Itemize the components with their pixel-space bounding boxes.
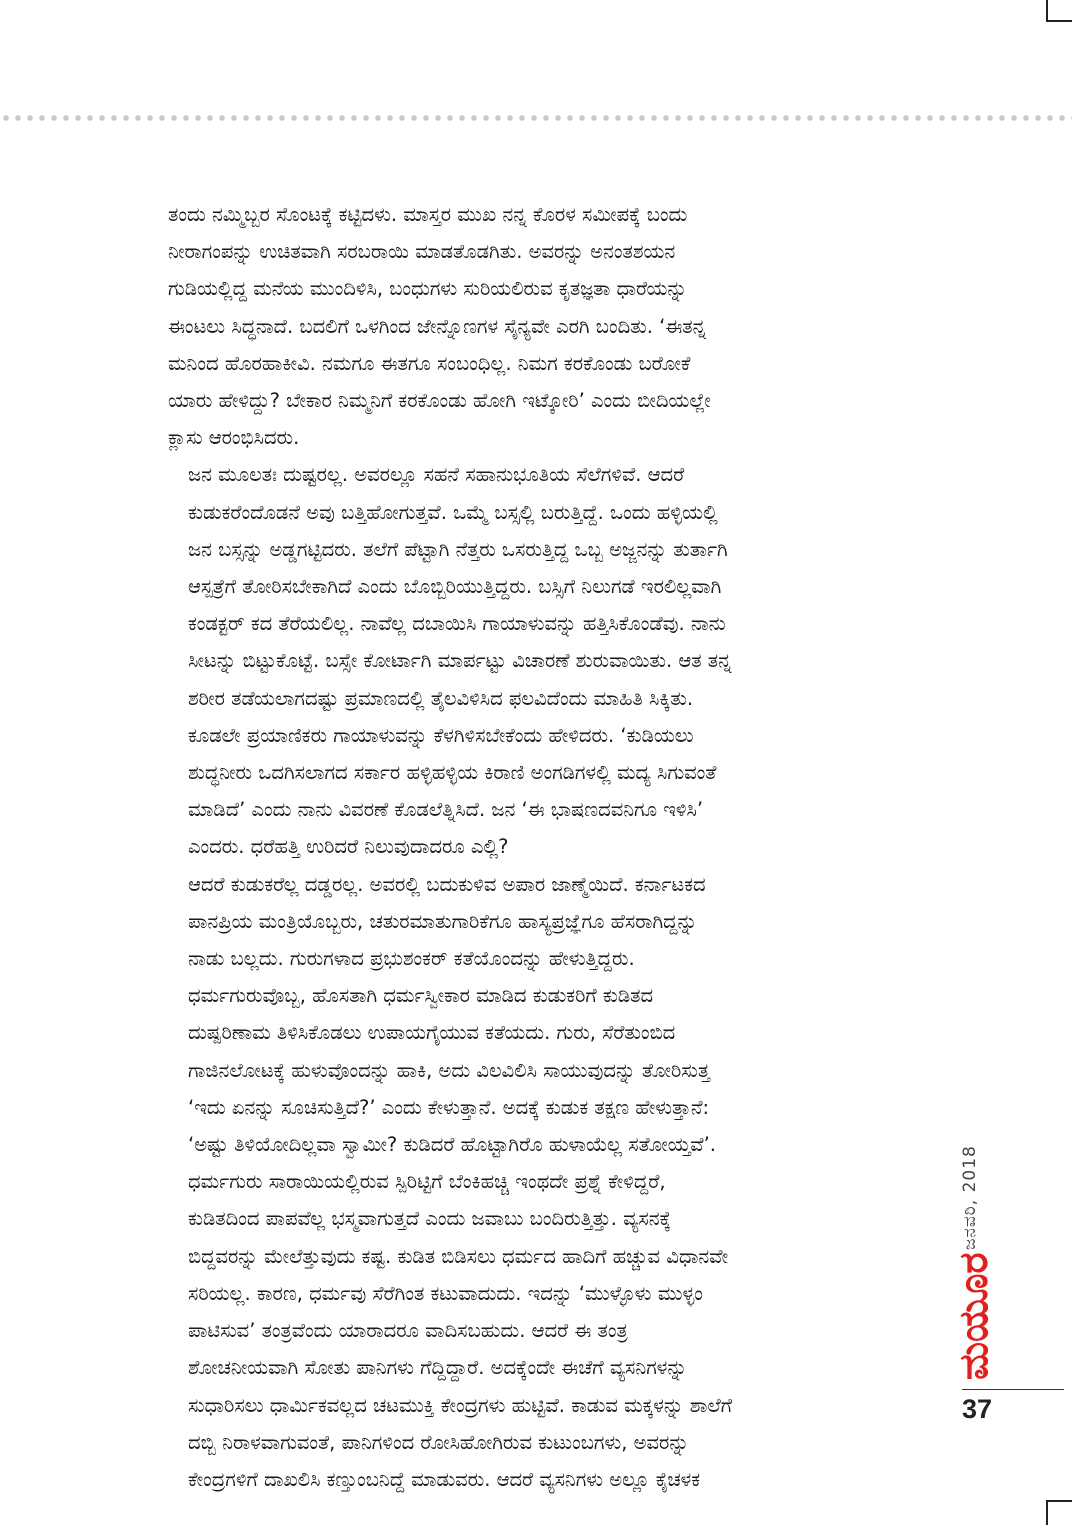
text-line: ‘ಅಷ್ಟು ತಿಳಿಯೋದಿಲ್ಲವಾ ಸ್ವಾಮೀ? ಕುಡಿದರೆ ಹೊಟ್ಟಾಗಿರೊ ಹುಳಾಯೆಲ್ಲ ಸತೋಯ್ತವೆ’. — [188, 1133, 716, 1157]
page-number: 37 — [962, 1394, 993, 1424]
article-body — [168, 196, 916, 1498]
text-line: ಮನಿಂದ ಹೊರಹಾಕೀವಿ. ನಮಗೂ ಈತಗೂ ಸಂಬಂಧಿಲ್ಲ. ನಿಮಗ ಕರಕೊಂಡು ಬರೋಕೆ — [168, 351, 691, 375]
crop-mark-top — [1046, 0, 1072, 22]
dotted-divider — [0, 114, 1072, 122]
text-line: ಸರಿಯಲ್ಲ. ಕಾರಣ, ಧರ್ಮವು ಸೆರೆಗಿಂತ ಕಟುವಾದುದು. ಇದನ್ನು ‘ಮುಳ್ಳೊಳು ಮುಳ್ಳಂ — [188, 1281, 703, 1305]
text-line: ಆಸ್ಪತ್ರೆಗೆ ತೋರಿಸಬೇಕಾಗಿದೆ ಎಂದು ಬೊಬ್ಬಿರಿಯುತ್ತಿದ್ದರು. ಬಸ್ಸಿಗೆ ನಿಲುಗಡೆ ಇರಲಿಲ್ಲವಾಗಿ — [188, 575, 722, 599]
text-line: ನಾಡು ಬಲ್ಲದು. ಗುರುಗಳಾದ ಪ್ರಭುಶಂಕರ್ ಕತೆಯೊಂದನ್ನು ಹೇಳುತ್ತಿದ್ದರು. — [188, 947, 635, 971]
text-line: ಕುಡಿತದಿಂದ ಪಾಪವೆಲ್ಲ ಭಸ್ಮವಾಗುತ್ತದೆ ಎಂದು ಜವಾಬು ಬಂದಿರುತ್ತಿತ್ತು. ವ್ಯಸನಕ್ಕೆ — [188, 1207, 671, 1231]
text-line: ಕೂಡಲೇ ಪ್ರಯಾಣಿಕರು ಗಾಯಾಳುವನ್ನು ಕೆಳಗಿಳಿಸಬೇಕೆಂದು ಹೇಳಿದರು. ‘ಕುಡಿಯಲು — [188, 723, 694, 747]
text-line: ‘ಇದು ಏನನ್ನು ಸೂಚಿಸುತ್ತಿದೆ?’ ಎಂದು ಕೇಳುತ್ತಾನೆ. ಅದಕ್ಕೆ ಕುಡುಕ ತಕ್ಷಣ ಹೇಳುತ್ತಾನೆ: — [188, 1095, 710, 1119]
text-line: ತಂದು ನಮ್ಮಿಬ್ಬರ ಸೊಂಟಕ್ಕೆ ಕಟ್ಟಿದಳು. ಮಾಸ್ತರ ಮುಖ ನನ್ನ ಕೊರಳ ಸಮೀಪಕ್ಕೆ ಬಂದು — [168, 203, 688, 226]
article-paragraph — [168, 456, 916, 865]
text-line: ಶರೀರ ತಡೆಯಲಾಗದಷ್ಟು ಪ್ರಮಾಣದಲ್ಲಿ ತೈಲವಿಳಿಸಿದ ಫಲವಿದೆಂದು ಮಾಹಿತಿ ಸಿಕ್ಕಿತು. — [188, 686, 694, 710]
text-line: ಕೇಂದ್ರಗಳಿಗೆ ದಾಖಲಿಸಿ ಕಣ್ತುಂಬನಿದ್ದೆ ಮಾಡುವರು. ಆದರೆ ವ್ಯಸನಿಗಳು ಅಲ್ಲೂ ಕೈಚಳಕ — [188, 1467, 701, 1491]
crop-mark-bottom — [1046, 1500, 1072, 1525]
text-line: ದುಷ್ಪರಿಣಾಮ ತಿಳಿಸಿಕೊಡಲು ಉಪಾಯಗೈಯುವ ಕತೆಯದು. ಗುರು, ಸೆರೆತುಂಬಿದ — [188, 1021, 676, 1045]
text-line: ಯಾರು ಹೇಳಿದ್ದು? ಬೇಕಾರ ನಿಮ್ಮನಿಗೆ ಕರಕೊಂಡು ಹೋಗಿ ಇಟ್ಕೋರಿ’ ಎಂದು ಬೀದಿಯಲ್ಲೇ — [168, 389, 711, 413]
folio-rule — [962, 1389, 1064, 1390]
text-line: ದಬ್ಬಿ ನಿರಾಳವಾಗುವಂತೆ, ಪಾನಿಗಳಿಂದ ರೋಸಿಹೋಗಿರುವ ಕುಟುಂಬಗಳು, ಅವರನ್ನು — [188, 1430, 690, 1454]
magazine-logo: ಮಯೂರ — [951, 1252, 997, 1380]
text-line: ಶುದ್ಧನೀರು ಒದಗಿಸಲಾಗದ ಸರ್ಕಾರ ಹಳ್ಳಿಹಳ್ಳಿಯ ಕಿರಾಣಿ ಅಂಗಡಿಗಳಲ್ಲಿ ಮದ್ಯ ಸಿಗುವಂತೆ — [188, 761, 717, 785]
text-line: ಕ್ಲಾಸು ಆರಂಭಿಸಿದರು. — [168, 426, 300, 450]
text-line: ಪಾನಪ್ರಿಯ ಮಂತ್ರಿಯೊಬ್ಬರು, ಚತುರಮಾತುಗಾರಿಕೆಗೂ ಹಾಸ್ಯಪ್ರಜ್ಞೆಗೂ ಹೆಸರಾಗಿದ್ದನ್ನು — [188, 909, 698, 933]
text-line: ಜನ ಬಸ್ಸನ್ನು ಅಡ್ಡಗಟ್ಟಿದರು. ತಲೆಗೆ ಪೆಟ್ಟಾಗಿ ನೆತ್ತರು ಒಸರುತ್ತಿದ್ದ ಒಬ್ಬ ಅಜ್ಜನನ್ನು ತುರ್ತಾಗಿ — [188, 537, 728, 561]
text-line: ಗುಡಿಯಲ್ಲಿದ್ದ ಮನೆಯ ಮುಂದಿಳಿಸಿ, ಬಂಧುಗಳು ಸುರಿಯಲಿರುವ ಕೃತಜ್ಞತಾ ಧಾರೆಯನ್ನು — [168, 277, 688, 301]
text-line: ಪಾಟಿಸುವ’ ತಂತ್ರವೆಂದು ಯಾರಾದರೂ ವಾದಿಸಬಹುದು. ಆದರೆ ಈ ತಂತ್ರ — [188, 1319, 628, 1343]
text-line: ಧರ್ಮಗುರು ಸಾರಾಯಿಯಲ್ಲಿರುವ ಸ್ಪಿರಿಟ್ಟಿಗೆ ಬೆಂಕಿಹಚ್ಚಿ ಇಂಥದೇ ಪ್ರಶ್ನೆ ಕೇಳಿದ್ದರೆ, — [188, 1170, 666, 1194]
text-line: ಸುಧಾರಿಸಲು ಧಾರ್ಮಿಕವಲ್ಲದ ಚಟಮುಕ್ತಿ ಕೇಂದ್ರಗಳು ಹುಟ್ಟಿವೆ. ಕಾಡುವ ಮಕ್ಕಳನ್ನು ಶಾಲೆಗೆ — [188, 1393, 733, 1417]
text-line: ಶೋಚನೀಯವಾಗಿ ಸೋತು ಪಾನಿಗಳು ಗೆದ್ದಿದ್ದಾರೆ. ಅದಕ್ಕೆಂದೇ ಈಚೆಗೆ ವ್ಯಸನಿಗಳನ್ನು — [188, 1356, 688, 1380]
text-line: ಕುಡುಕರೆಂದೊಡನೆ ಅವು ಬತ್ತಿಹೋಗುತ್ತವೆ. ಒಮ್ಮೆ ಬಸ್ಸಲ್ಲಿ ಬರುತ್ತಿದ್ದೆ. ಒಂದು ಹಳ್ಳಿಯಲ್ಲಿ — [188, 500, 718, 524]
text-line: ಆದರೆ ಕುಡುಕರೆಲ್ಲ ದಡ್ಡರಲ್ಲ. ಅವರಲ್ಲಿ ಬದುಕುಳಿವ ಅಪಾರ ಜಾಣ್ಮೆಯಿದೆ. ಕರ್ನಾಟಕದ — [188, 872, 706, 896]
text-line: ಈಂಟಲು ಸಿದ್ಧನಾದೆ. ಬದಲಿಗೆ ಒಳಗಿಂದ ಜೇನ್ನೊಣಗಳ ಸೈನ್ಯವೇ ಎರಗಿ ಬಂದಿತು. ‘ಈತನ್ನ — [168, 314, 707, 338]
text-line: ಧರ್ಮಗುರುವೊಬ್ಬ, ಹೊಸತಾಗಿ ಧರ್ಮಸ್ವೀಕಾರ ಮಾಡಿದ ಕುಡುಕರಿಗೆ ಕುಡಿತದ — [188, 984, 654, 1008]
text-line: ಎಂದರು. ಧರೆಹತ್ತಿ ಉರಿದರೆ ನಿಲುವುದಾದರೂ ಎಲ್ಲಿ? — [188, 835, 509, 859]
issue-date: ಜನವರಿ, 2018 — [960, 1145, 980, 1250]
text-line: ನೀರಾಗಂಪನ್ನು ಉಚಿತವಾಗಿ ಸರಬರಾಯಿ ಮಾಡತೊಡಗಿತು. ಅವರನ್ನು ಅನಂತಶಯನ — [168, 240, 676, 264]
text-line: ಸೀಟನ್ನು ಬಿಟ್ಟುಕೊಟ್ಟೆ. ಬಸ್ಸೇ ಕೋರ್ಟಾಗಿ ಮಾರ್ಪಟ್ಟು ವಿಚಾರಣೆ ಶುರುವಾಯಿತು. ಆತ ತನ್ನ — [188, 649, 732, 673]
text-line: ಜನ ಮೂಲತಃ ದುಷ್ಟರಲ್ಲ. ಅವರಲ್ಲೂ ಸಹನೆ ಸಹಾನುಭೂತಿಯ ಸೆಲೆಗಳಿವೆ. ಆದರೆ — [188, 463, 685, 487]
article-paragraph — [168, 866, 916, 1498]
text-line: ಬಿದ್ದವರನ್ನು ಮೇಲೆತ್ತುವುದು ಕಷ್ಟ. ಕುಡಿತ ಬಿಡಿಸಲು ಧರ್ಮದ ಹಾದಿಗೆ ಹಚ್ಚುವ ವಿಧಾನವೇ — [188, 1244, 729, 1268]
text-line: ಗಾಜಿನಲೋಟಕ್ಕೆ ಹುಳುವೊಂದನ್ನು ಹಾಕಿ, ಅದು ವಿಲವಿಲಿಸಿ ಸಾಯುವುದನ್ನು ತೋರಿಸುತ್ತ — [188, 1058, 710, 1082]
text-line: ಮಾಡಿದೆ’ ಎಂದು ನಾನು ವಿವರಣೆ ಕೊಡಲೆತ್ನಿಸಿದೆ. ಜನ ‘ಈ ಭಾಷಣದವನಿಗೂ ಇಳಿಸಿ’ — [188, 798, 704, 822]
article-paragraph — [168, 196, 916, 456]
text-line: ಕಂಡಕ್ಟರ್ ಕದ ತೆರೆಯಲಿಲ್ಲ. ನಾವೆಲ್ಲ ದಬಾಯಿಸಿ ಗಾಯಾಳುವನ್ನು ಹತ್ತಿಸಿಕೊಂಡೆವು. ನಾನು — [188, 612, 726, 636]
